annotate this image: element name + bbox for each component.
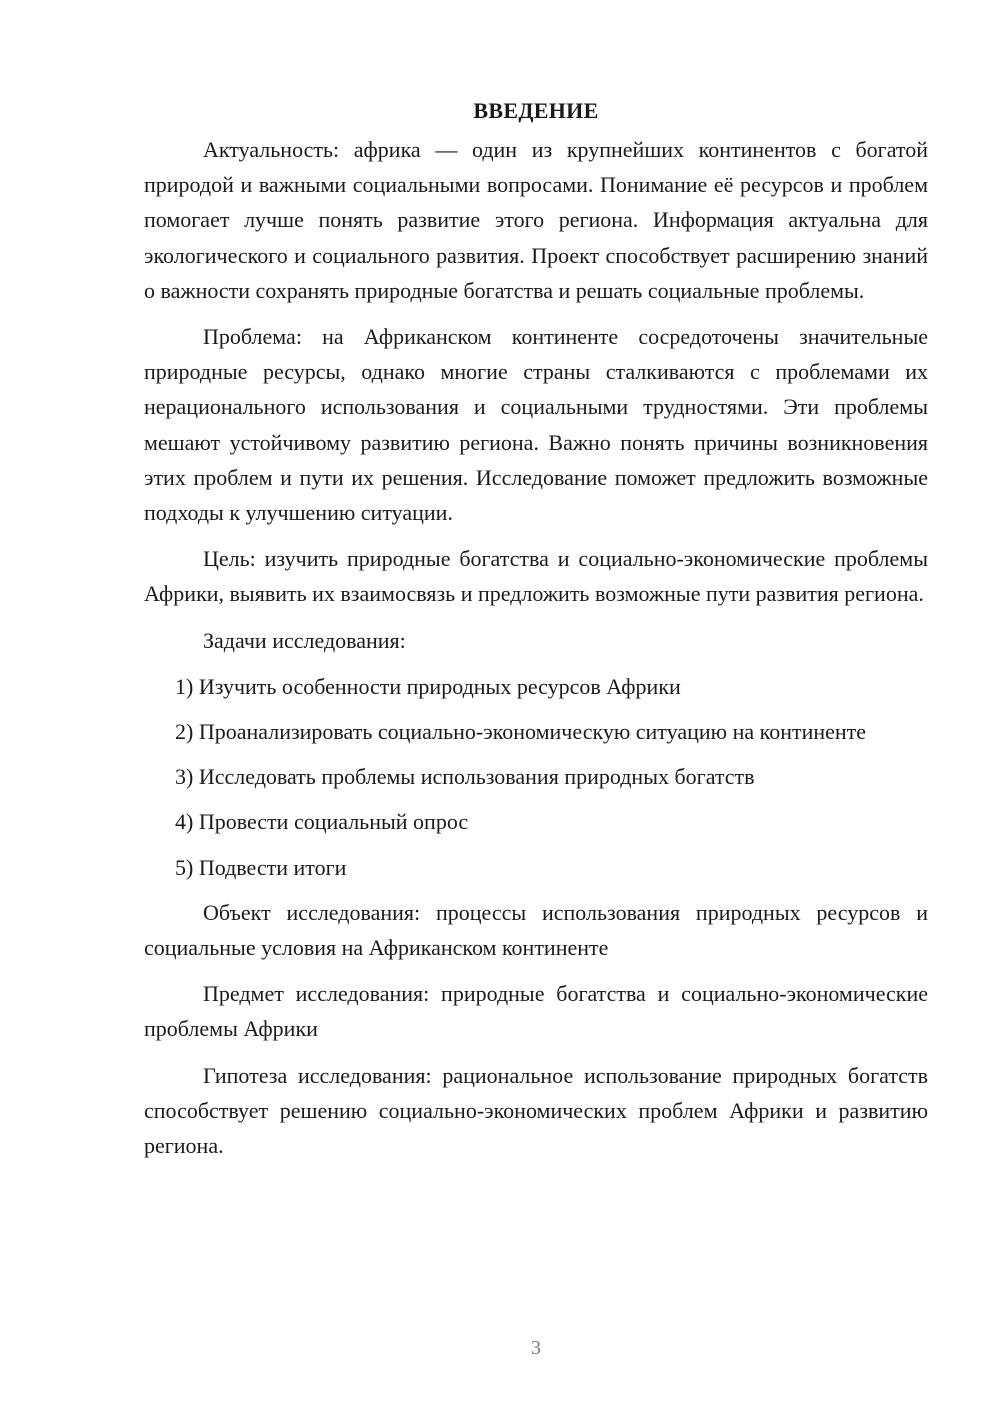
goal-paragraph: Цель: изучить природные богатства и социально-экономические проблемы Африки, выявить их взаимосвязь и предложить возможные пути развития региона.: [144, 546, 928, 607]
section-title: ВВЕДЕНИЕ: [473, 98, 599, 123]
tasks-heading: Задачи исследования:: [203, 627, 406, 653]
object-paragraph: Объект исследования: процессы использования природных ресурсов и социальные условия на Африканском континенте: [144, 899, 928, 961]
task-item-4: 4) Провести социальный опрос: [175, 809, 469, 835]
relevance-paragraph: Актуальность: африка — один из крупнейших континентов с богатой природой и важными социальными вопросами. Понимание её ресурсов и проблем помогает лучше понять развитие этого региона. Информация актуальна для экологического и социального развития. Проект способствует расширению знаний о важности сохранять природные богатства и решать социальные проблемы.: [144, 137, 928, 303]
task-item-1: 1) Изучить особенности природных ресурсов Африки: [175, 673, 681, 699]
page-number: 3: [531, 1337, 541, 1359]
hypothesis-paragraph: Гипотеза исследования: рациональное использование природных богатств способствует решению социально-экономических проблем Африки и развитию региона.: [144, 1062, 928, 1159]
problem-paragraph: Проблема: на Африканском континенте сосредоточены значительные природные ресурсы, однако многие страны сталкиваются с проблемами их нерационального использования и социальными трудностями. Эти проблемы мешают устойчивому развитию региона. Важно понять причины возникновения этих проблем и пути их решения. Исследование поможет предложить возможные подходы к улучшению ситуации.: [144, 324, 928, 526]
task-item-2: 2) Проанализировать социально-экономическую ситуацию на континенте: [175, 719, 867, 745]
task-item-5: 5) Подвести итоги: [175, 854, 347, 880]
subject-paragraph: Предмет исследования: природные богатства и социально-экономические проблемы Африки: [144, 981, 928, 1042]
task-item-3: 3) Исследовать проблемы использования природных богатств: [175, 764, 755, 790]
document-page: [144, 94, 928, 1174]
